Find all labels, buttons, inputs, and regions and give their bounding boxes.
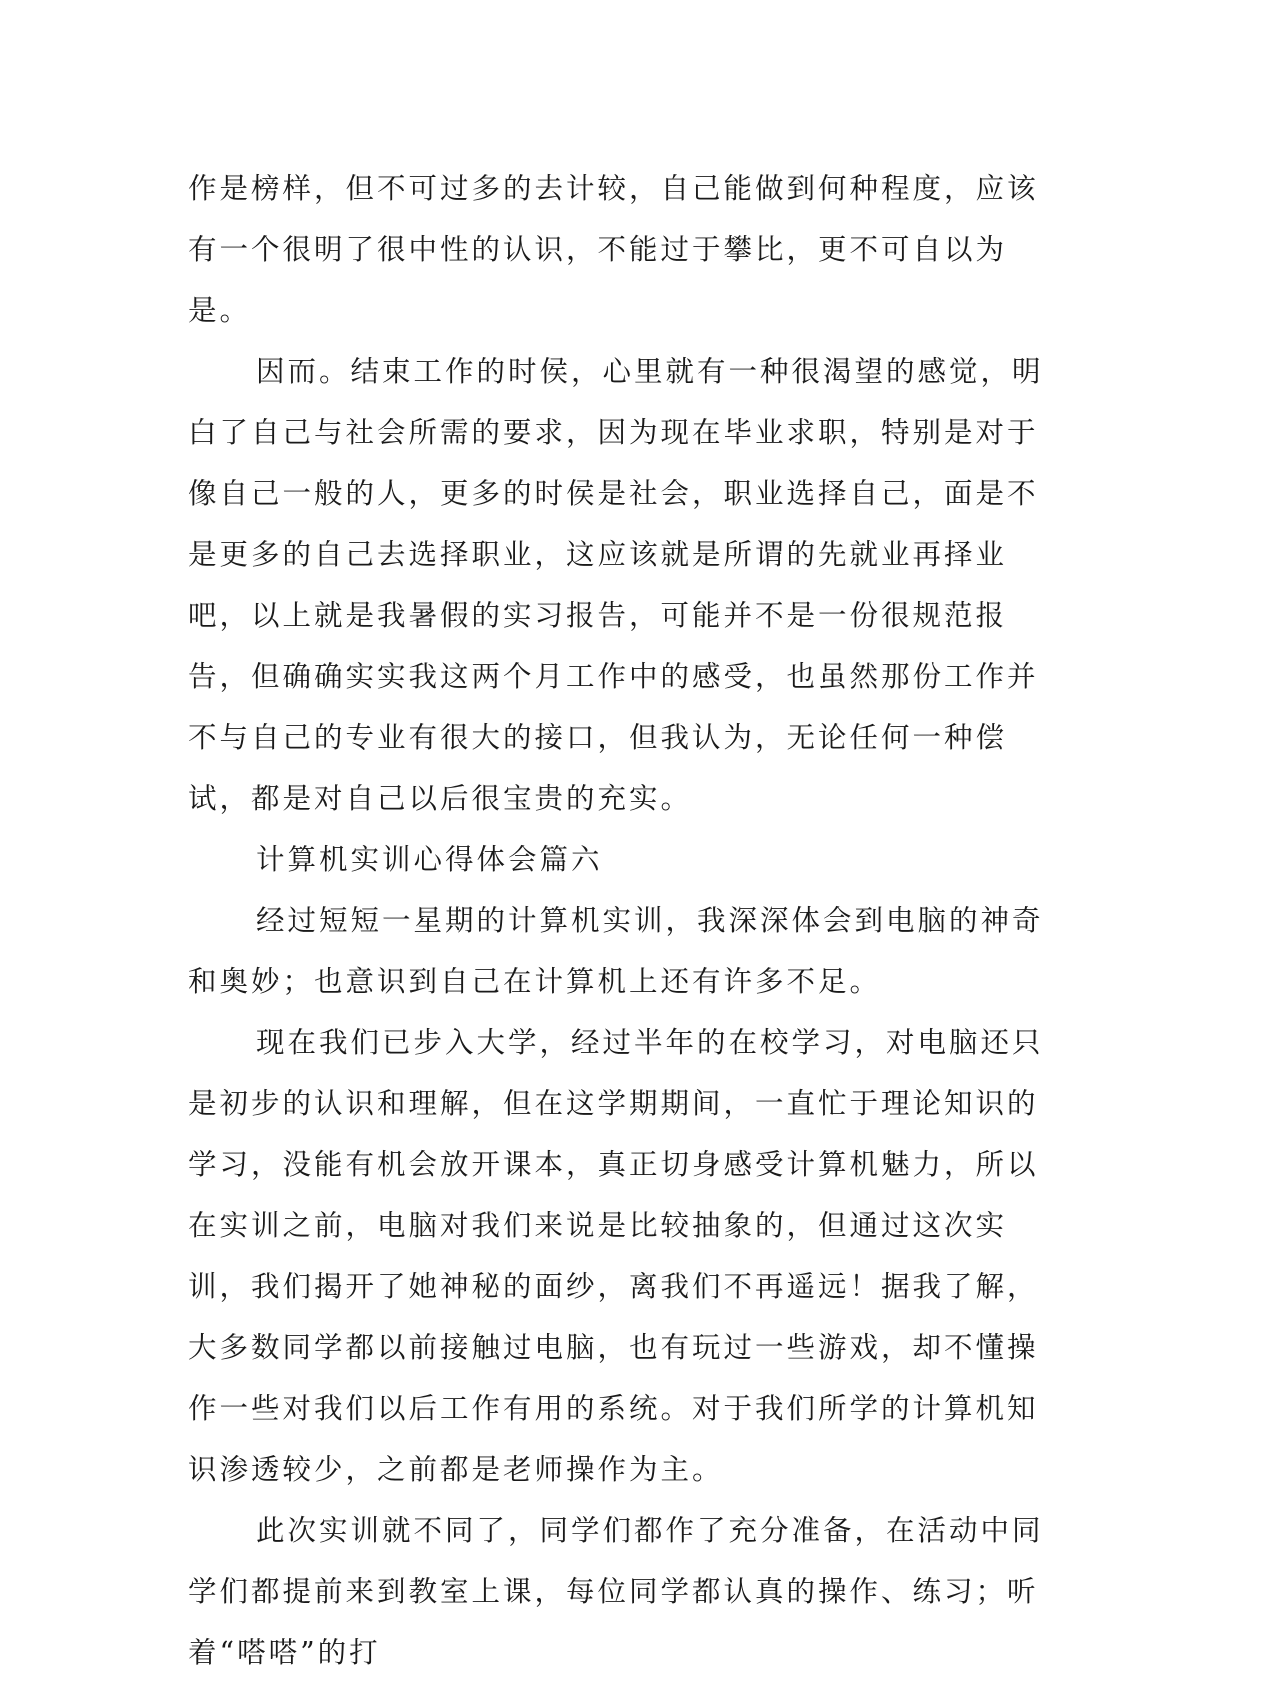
paragraph-conclusion: 因而。结束工作的时侯，心里就有一种很渴望的感觉，明白了自己与社会所需的要求，因为现在毕业求职，特别是对于像自己一般的人，更多的时侯是社会，职业选择自己，面是不是更多的自己去选择职业，这应该就是所谓的先就业再择业吧，以上就是我暑假的实习报告，可能并不是一份很规范报告，但确确实实我这两个月工作中的感受，也虽然那份工作并不与自己的专业有很大的接口，但我认为，无论任何一种偿试，都是对自己以后很宝贵的充实。 [188,355,1044,815]
section-heading: 计算机实训心得体会篇六 [256,843,603,876]
document-body [188,158,1068,1683]
paragraph-training: 此次实训就不同了，同学们都作了充分准备，在活动中同学们都提前来到教室上课，每位同学都认真的操作、练习；听着“嗒嗒”的打 [188,1514,1044,1669]
paragraph-body: 现在我们已步入大学，经过半年的在校学习，对电脑还只是初步的认识和理解，但在这学期期间，一直忙于理论知识的学习，没能有机会放开课本，真正切身感受计算机魅力，所以在实训之前，电脑对我们来说是比较抽象的，但通过这次实训，我们揭开了她神秘的面纱，离我们不再遥远！据我了解，大多数同学都以前接触过电脑，也有玩过一些游戏，却不懂操作一些对我们以后工作有用的系统。对于我们所学的计算机知识渗透较少，之前都是老师操作为主。 [188,1026,1044,1486]
paragraph-continuation: 作是榜样，但不可过多的去计较，自己能做到何种程度，应该有一个很明了很中性的认识，不能过于攀比，更不可自以为是。 [188,172,1039,327]
paragraph-intro: 经过短短一星期的计算机实训，我深深体会到电脑的神奇和奥妙；也意识到自己在计算机上还有许多不足。 [188,904,1044,998]
